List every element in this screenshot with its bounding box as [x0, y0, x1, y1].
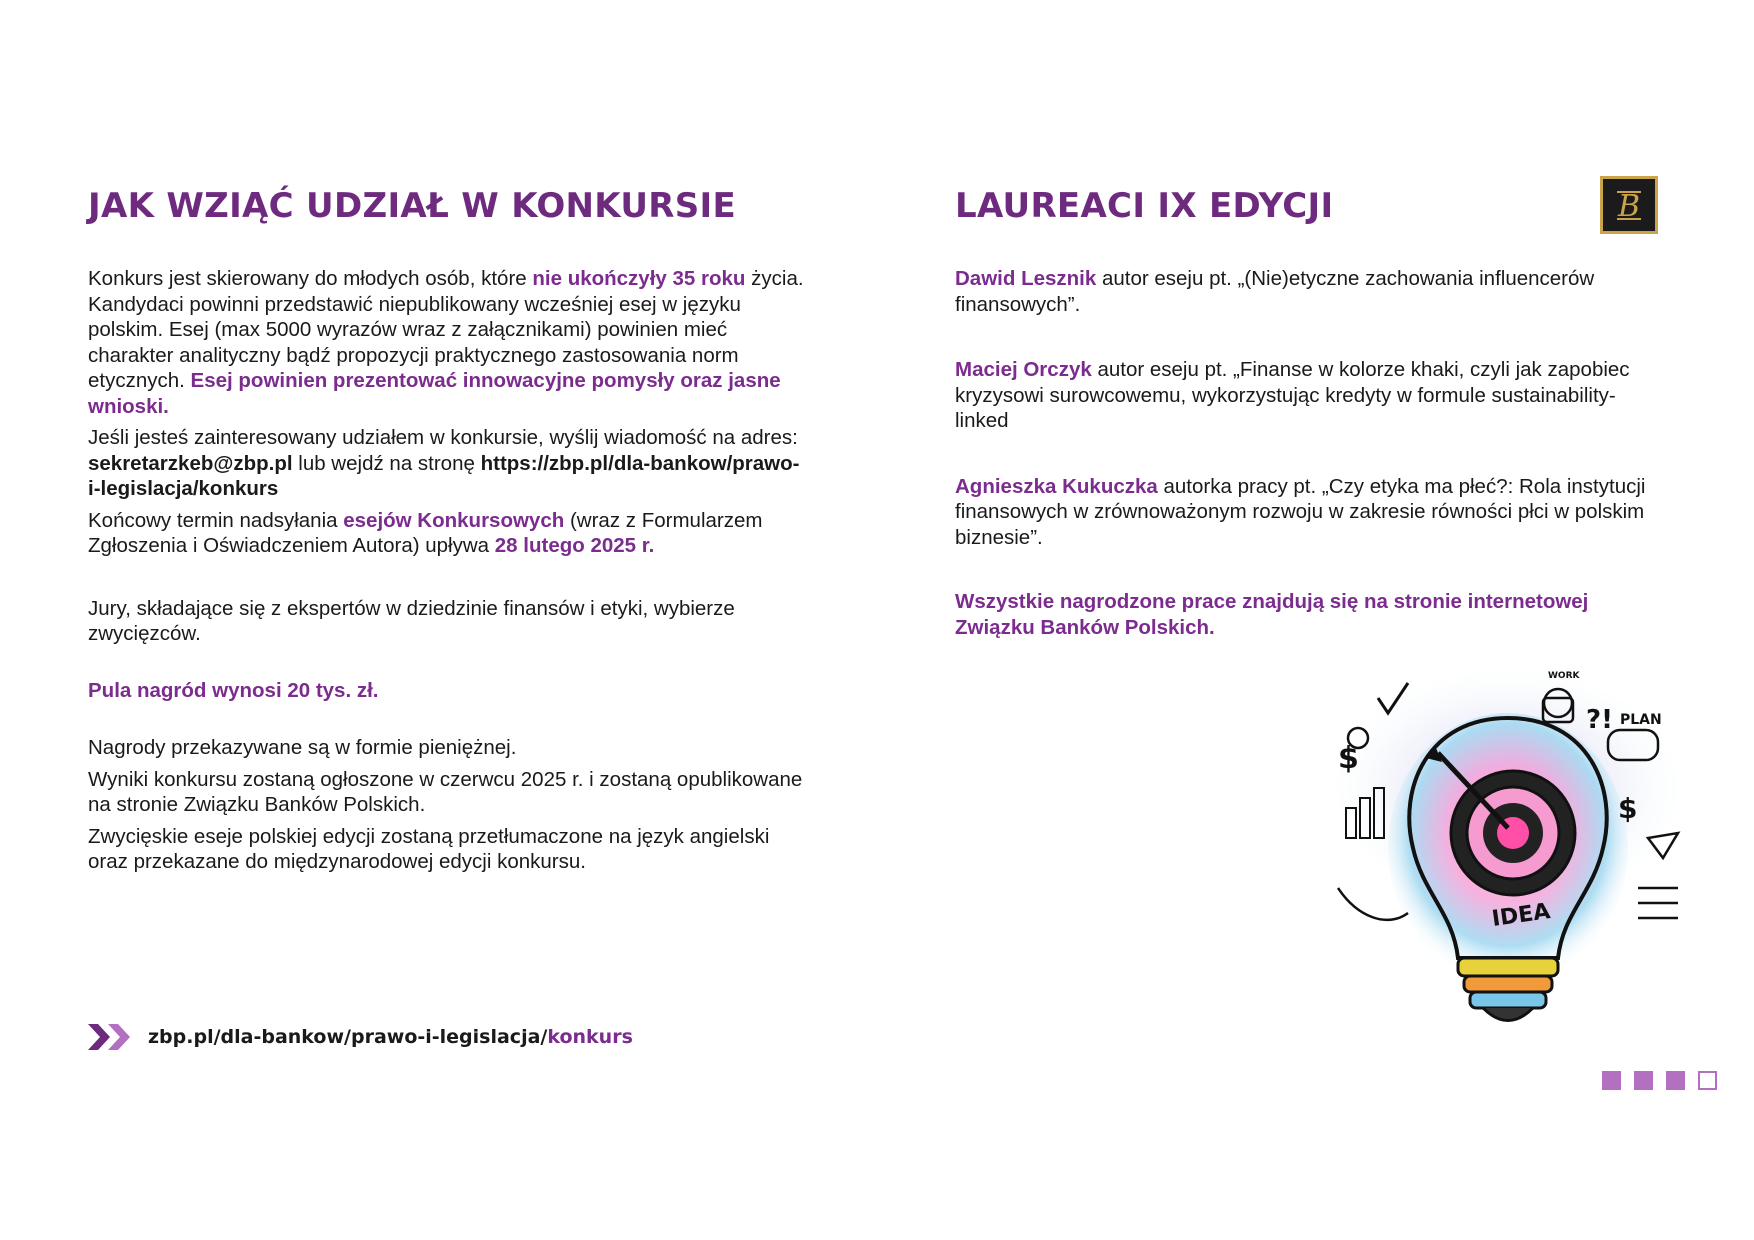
svg-text:$: $	[1618, 792, 1638, 825]
zbp-logo	[1600, 176, 1658, 234]
deadline-paragraph	[88, 508, 808, 559]
double-chevron-right-icon	[88, 1024, 134, 1050]
svg-text:?!: ?!	[1586, 705, 1613, 735]
eligibility-paragraph	[88, 266, 808, 419]
page-square-empty	[1698, 1071, 1717, 1090]
right-column	[955, 186, 1655, 640]
translation-paragraph: Zwycięskie eseje polskiej edycji zostaną przetłumaczone na język angielski oraz przekazane do międzynarodowej edycji konkursu.	[88, 824, 770, 873]
winner-essay: autor eseju pt. „(Nie)etyczne zachowania influencerów finansowych”.	[955, 267, 1595, 316]
text: Konkurs jest skierowany do młodych osób, które	[88, 267, 533, 290]
svg-text:PLAN: PLAN	[1620, 712, 1662, 728]
contest-url-link[interactable]: https://zbp.pl/dla-bankow/prawo-i-legislacja/konkurs	[88, 451, 800, 500]
page-square-filled	[1602, 1071, 1621, 1090]
page-square-filled	[1666, 1071, 1685, 1090]
text-highlight: esejów Konkursowych	[343, 508, 565, 532]
footer-link-row[interactable]	[88, 1024, 633, 1050]
contact-paragraph	[88, 425, 808, 502]
jury-paragraph: Jury, składające się z ekspertów w dziedzinie finansów i etyki, wybierze zwycięzców.	[88, 596, 735, 645]
prize-pool: Pula nagród wynosi 20 tys. zł.	[88, 678, 379, 702]
link-path: zbp.pl/dla-bankow/prawo-i-legislacja/	[148, 1026, 548, 1048]
text: Końcowy termin nadsyłania	[88, 508, 344, 532]
winner-item	[955, 474, 1655, 551]
text: Jeśli jesteś zainteresowany udziałem w konkursie, wyślij wiadomość na adres:	[88, 426, 798, 449]
left-column	[88, 186, 808, 875]
svg-text:IDEA: IDEA	[1490, 899, 1552, 932]
winner-item	[955, 266, 1655, 317]
prize-form-paragraph: Nagrody przekazywane są w formie pieniężnej.	[88, 736, 517, 759]
email-link[interactable]: sekretarzkeb@zbp.pl	[88, 451, 293, 475]
svg-text:$: $	[1338, 741, 1359, 776]
logo-monogram-icon	[1609, 185, 1649, 225]
idea-lightbulb-illustration	[1318, 658, 1698, 1058]
winner-name: Dawid Lesznik	[955, 267, 1097, 290]
section-title-laureates: LAUREACI IX EDYCJI	[955, 186, 1334, 226]
results-paragraph: Wyniki konkursu zostaną ogłoszone w czerwcu 2025 r. i zostaną opublikowane na stronie Związku Banków Polskich.	[88, 767, 803, 816]
contest-page-link[interactable]	[148, 1026, 633, 1048]
svg-text:WORK: WORK	[1548, 671, 1580, 681]
winner-item	[955, 357, 1655, 434]
essay-requirement: Esej powinien prezentować innowacyjne pomysły oraz jasne wnioski.	[88, 369, 781, 418]
winner-essay: autorka pracy pt. „Czy etyka ma płeć?: Rola instytucji finansowych w zrównoważonym rozwoju w zakresie równości płci w polskim biznesie”.	[955, 474, 1646, 549]
page-square-filled	[1634, 1071, 1653, 1090]
text: lub wejdź na stronę	[292, 451, 481, 475]
awarded-works-note: Wszystkie nagrodzone prace znajdują się na stronie internetowej Związku Banków Polskich.	[955, 590, 1589, 639]
age-limit: nie ukończyły 35 roku	[532, 267, 746, 290]
winner-name: Agnieszka Kukuczka	[955, 474, 1158, 498]
svg-text:B: B	[1617, 189, 1641, 224]
winner-name: Maciej Orczyk	[955, 358, 1092, 381]
link-end: konkurs	[547, 1026, 633, 1048]
text: (wraz z Formularzem Zgłoszenia i Oświadczeniem Autora) upływa	[88, 508, 763, 557]
deadline-date: 28 lutego 2025 r.	[494, 534, 655, 557]
page-indicator	[1602, 1071, 1717, 1090]
section-title-how-to-participate: JAK WZIĄĆ UDZIAŁ W KONKURSIE	[88, 186, 736, 226]
text: życia. Kandydaci powinni przedstawić niepublikowany wcześniej esej w języku polskim. Esej (max 5000 wyrazów wraz z załącznikami) powinien mieć charakter analityczny bądź propozycji praktycznego zastosowania norm etycznych.	[88, 267, 804, 392]
winner-essay: autor eseju pt. „Finanse w kolorze khaki, czyli jak zapobiec kryzysowi surowcowemu, wykorzystując kredyty w formule sustainability-linked	[955, 358, 1630, 432]
